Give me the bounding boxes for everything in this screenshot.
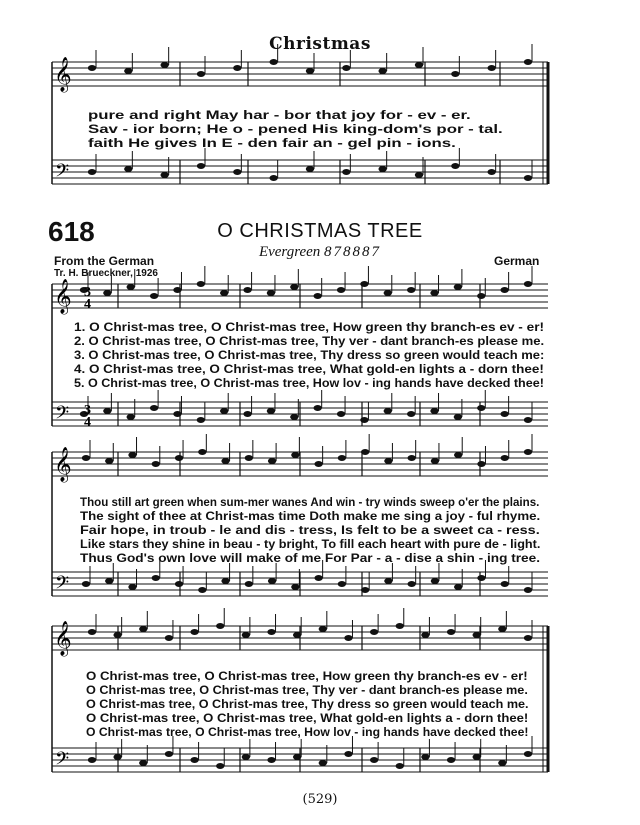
system-2-bass-note <box>175 581 183 587</box>
music-source: German <box>494 254 540 268</box>
page-number: (529) <box>302 792 338 807</box>
system-3-bass-note <box>473 754 481 760</box>
system-3-bass-note <box>216 763 224 769</box>
system-1-bass-note <box>290 414 298 420</box>
system-2-treble-note <box>198 449 206 455</box>
system-3-bass-note <box>242 754 250 760</box>
system-1-bass-note <box>337 411 345 417</box>
system-1-bass-note <box>477 405 485 411</box>
system-2-bass-note <box>524 587 532 593</box>
top-system-bass-note <box>233 169 241 175</box>
system-1-treble-note <box>197 281 205 287</box>
system-1-treble-note <box>360 281 368 287</box>
system-2-treble-note <box>314 461 322 467</box>
s1-verse-5: 5. O Christ-mas tree, O Christ-mas tree, How lov - ing hands have decked thee! <box>74 376 544 390</box>
top-system-bass-note <box>378 166 386 172</box>
top-system-bass-note <box>524 175 532 181</box>
system-1-treble-note <box>500 287 508 293</box>
system-3-bass-note <box>190 757 198 763</box>
s3-verse-2: O Christ-mas tree, O Christ-mas tree, Thy ver - dant branch-es please me. <box>86 683 528 697</box>
s2-verse-4: Like stars they shine in beau - ty bright, To fill each heart with pure de - light. <box>80 537 541 551</box>
s3-verse-1: O Christ-mas tree, O Christ-mas tree, How green thy branch-es ev - er! <box>86 669 528 683</box>
system-2-bass-note <box>477 575 485 581</box>
top-system-treble-note <box>306 68 314 74</box>
time-signature-top: 3 <box>84 285 91 300</box>
system-3-treble-note <box>344 635 352 641</box>
system-3-treble-note <box>319 626 327 632</box>
system-2-treble-note <box>361 449 369 455</box>
system-3-treble-note <box>293 632 301 638</box>
top-system-treble-note <box>342 65 350 71</box>
system-2-treble-note <box>407 455 415 461</box>
system-2-bass-note <box>105 578 113 584</box>
translator: Tr. H. Brueckner, 1926 <box>54 268 158 279</box>
top-system-treble-note <box>415 62 423 68</box>
system-1-bass-note <box>360 417 368 423</box>
system-3-bass-clef: 𝄢 <box>55 749 70 774</box>
system-2-treble-note <box>175 455 183 461</box>
system-1-treble-clef: 𝄞 <box>54 279 72 314</box>
top-system-treble-note <box>124 68 132 74</box>
system-1-treble-note <box>243 287 251 293</box>
s2-verse-1: Thou still art green when sum-mer wanes And win - try winds sweep o'er the plains. <box>80 495 540 509</box>
top-system-bass-note <box>160 172 168 178</box>
system-3-treble-note <box>165 635 173 641</box>
section-title: Christmas <box>269 34 371 54</box>
top-system-treble-note <box>487 65 495 71</box>
system-2-bass-note <box>454 584 462 590</box>
top-system-bass-note <box>342 169 350 175</box>
system-2-treble-note <box>524 449 532 455</box>
system-2-bass-note <box>128 584 136 590</box>
s2-verse-5: Thus God's own love will make of me For Par - a - dise a shin - ing tree. <box>80 551 541 565</box>
top-system-treble-note <box>233 65 241 71</box>
system-3-bass-note <box>319 760 327 766</box>
system-2-treble-note <box>477 461 485 467</box>
system-3-treble-clef: 𝄞 <box>54 621 72 656</box>
top-system-bass-note <box>197 163 205 169</box>
top-system-bass-note <box>451 163 459 169</box>
system-2-treble-note <box>338 455 346 461</box>
system-3-treble-note <box>113 632 121 638</box>
s1-verse-1: 1. O Christ-mas tree, O Christ-mas tree, How green thy branch-es ev - er! <box>74 320 545 334</box>
system-1-treble-note <box>290 284 298 290</box>
system-1-bass-note <box>197 417 205 423</box>
system-3-treble-note <box>190 629 198 635</box>
system-3-treble-note <box>447 629 455 635</box>
hymn-number: 618 <box>48 216 95 247</box>
system-1-treble-note <box>337 287 345 293</box>
system-3-treble-note <box>139 626 147 632</box>
top-system-bass-note <box>306 166 314 172</box>
system-2-treble-note <box>384 458 392 464</box>
system-3-treble-note <box>88 629 96 635</box>
system-2-bass-note <box>198 587 206 593</box>
system-3-treble-note <box>498 626 506 632</box>
system-3-bass-note <box>344 751 352 757</box>
system-3-bass-note <box>267 757 275 763</box>
system-2-bass-note <box>431 578 439 584</box>
system-3-bass-note <box>88 757 96 763</box>
top-system-treble-note <box>451 71 459 77</box>
system-2-bass-note <box>221 578 229 584</box>
system-1-bass-note <box>243 411 251 417</box>
top-system-treble-note <box>269 59 277 65</box>
system-2-bass-note <box>501 581 509 587</box>
top-system-bass-note <box>415 172 423 178</box>
system-2-treble-note <box>152 461 160 467</box>
bass-time-signature-bottom: 4 <box>84 415 91 430</box>
system-2-bass-note <box>268 578 276 584</box>
system-3-treble-note <box>524 635 532 641</box>
system-2-treble-note <box>291 452 299 458</box>
s1-verse-2: 2. O Christ-mas tree, O Christ-mas tree, Thy ver - dant branch-es please me. <box>74 334 545 348</box>
system-2-bass-note <box>384 578 392 584</box>
s2-verse-3: Fair hope, in troub - le and dis - tress, Is felt to be a sweet ca - ress. <box>80 523 540 537</box>
s1-verse-4: 4. O Christ-mas tree, O Christ-mas tree, What gold-en lights a - dorn thee! <box>74 362 544 376</box>
system-1-bass-note <box>127 414 135 420</box>
system-2-bass-note <box>407 581 415 587</box>
tune-name: Evergreen <box>258 244 321 260</box>
system-1-bass-note <box>430 408 438 414</box>
system-3-bass-note <box>498 760 506 766</box>
system-2-bass-note <box>291 584 299 590</box>
system-2-treble-note <box>501 455 509 461</box>
tune-meter: 878887 <box>324 244 382 260</box>
system-1-treble-note <box>127 284 135 290</box>
top-system-bass-note <box>487 169 495 175</box>
system-2-bass-note <box>361 587 369 593</box>
system-2-bass-note <box>152 575 160 581</box>
system-2-bass-note <box>338 581 346 587</box>
system-1-treble-note <box>150 293 158 299</box>
system-2-treble-note <box>105 458 113 464</box>
system-1-bass-note <box>150 405 158 411</box>
system-2-bass-note <box>82 581 90 587</box>
system-1-bass-note <box>500 411 508 417</box>
system-3-treble-note <box>370 629 378 635</box>
system-1-treble-note <box>313 293 321 299</box>
top-system-treble-note <box>197 71 205 77</box>
system-3-treble-note <box>421 632 429 638</box>
system-1-bass-note <box>384 408 392 414</box>
top-system-treble-note <box>160 62 168 68</box>
system-3-bass-note <box>421 754 429 760</box>
s3-verse-5: O Christ-mas tree, O Christ-mas tree, How lov - ing hands have decked thee! <box>86 725 529 739</box>
system-1-bass-note <box>173 411 181 417</box>
system-2-treble-note <box>82 455 90 461</box>
top-verse-1: pure and right May har - bor that joy for - ev - er. <box>88 108 471 122</box>
system-1-treble-note <box>220 290 228 296</box>
system-3-bass-note <box>370 757 378 763</box>
top-system-bass-clef: 𝄢 <box>55 161 70 186</box>
system-1-treble-note <box>407 287 415 293</box>
system-2-bass-clef: 𝄢 <box>55 573 70 598</box>
top-system-bass-note <box>269 175 277 181</box>
system-1-bass-note <box>407 411 415 417</box>
time-signature-bottom: 4 <box>84 297 91 312</box>
system-3-bass-note <box>396 763 404 769</box>
s2-verse-2: The sight of thee at Christ-mas time Doth make me sing a joy - ful rhyme. <box>80 509 541 523</box>
system-2-treble-note <box>454 452 462 458</box>
system-3-treble-note <box>242 632 250 638</box>
system-1-treble-note <box>454 284 462 290</box>
system-3-bass-note <box>293 754 301 760</box>
s3-verse-3: O Christ-mas tree, O Christ-mas tree, Thy dress so green would teach me. <box>86 697 529 711</box>
system-3-bass-note <box>113 754 121 760</box>
top-verse-2: Sav - ior born; He o - pened His king-dom's por - tal. <box>88 122 503 136</box>
system-3-bass-note <box>447 757 455 763</box>
system-1-treble-note <box>430 290 438 296</box>
system-2-bass-note <box>314 575 322 581</box>
system-1-treble-note <box>267 290 275 296</box>
system-1-treble-note <box>477 293 485 299</box>
system-2-treble-clef: 𝄞 <box>54 447 72 482</box>
system-1-bass-note <box>103 408 111 414</box>
system-1-treble-note <box>103 290 111 296</box>
top-system-treble-note <box>378 68 386 74</box>
system-1-bass-note <box>454 414 462 420</box>
system-3-treble-note <box>216 623 224 629</box>
system-2-treble-note <box>245 455 253 461</box>
system-3-bass-note <box>165 751 173 757</box>
system-2-treble-note <box>221 458 229 464</box>
system-3-treble-note <box>396 623 404 629</box>
system-1-bass-clef: 𝄢 <box>55 403 70 428</box>
top-system-treble-clef: 𝄞 <box>54 57 72 92</box>
top-system-treble-note <box>88 65 96 71</box>
system-2-treble-note <box>431 458 439 464</box>
bass-time-signature-top: 3 <box>84 403 91 418</box>
system-1-bass-note <box>313 405 321 411</box>
system-3-treble-note <box>267 629 275 635</box>
system-2-treble-note <box>128 452 136 458</box>
text-source: From the German <box>54 254 155 268</box>
system-1-bass-note <box>267 408 275 414</box>
system-1-bass-note <box>220 408 228 414</box>
system-1-treble-note <box>384 290 392 296</box>
system-2-bass-note <box>245 581 253 587</box>
system-3-bass-note <box>139 760 147 766</box>
system-3-bass-note <box>524 751 532 757</box>
top-verse-3: faith He gives In E - den fair an - gel pin - ions. <box>88 136 456 150</box>
s3-verse-4: O Christ-mas tree, O Christ-mas tree, What gold-en lights a - dorn thee! <box>86 711 529 725</box>
top-system-bass-note <box>88 169 96 175</box>
hymn-title: O CHRISTMAS TREE <box>217 220 423 242</box>
system-1-treble-note <box>524 281 532 287</box>
system-3-treble-note <box>473 632 481 638</box>
system-2-treble-note <box>268 458 276 464</box>
top-system-bass-note <box>124 166 132 172</box>
top-system-treble-note <box>524 59 532 65</box>
s1-verse-3: 3. O Christ-mas tree, O Christ-mas tree, Thy dress so green would teach me: <box>74 348 545 362</box>
system-1-treble-note <box>173 287 181 293</box>
system-1-bass-note <box>524 417 532 423</box>
